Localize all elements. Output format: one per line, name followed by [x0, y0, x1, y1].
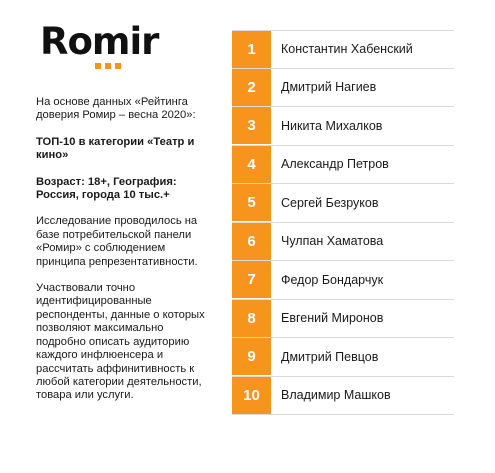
- ranking-row: [232, 69, 454, 108]
- rank-badge: 8: [232, 300, 271, 337]
- participants-text: Участвовали точно идентифицированные респонденты, данные о которых позволяют максимально подробно описать аудиторию каждого инфлюенсера и рассчитать аффинитивность к любой категории деятельности, товара или услуги.: [36, 282, 205, 402]
- rank-badge: 10: [232, 377, 271, 414]
- person-name: Александр Петров: [281, 157, 389, 172]
- rank-badge: 4: [232, 146, 271, 183]
- logo-text: Romir: [40, 20, 159, 63]
- person-name: Дмитрий Нагиев: [281, 80, 377, 95]
- person-name: Чулпан Хаматова: [281, 234, 384, 249]
- ranking-list: [232, 30, 454, 415]
- rank-badge: 1: [232, 31, 271, 68]
- person-name: Евгений Миронов: [281, 311, 384, 326]
- method-text: Исследование проводилось на базе потребительской панели «Ромир» с соблюдением принципа репрезентативности.: [36, 215, 198, 268]
- logo-dot: [95, 63, 101, 69]
- ranking-row: [232, 30, 454, 69]
- ranking-row: [232, 223, 454, 262]
- logo-dot: [105, 63, 111, 69]
- description-column: [36, 96, 206, 416]
- ranking-row: [232, 377, 454, 416]
- person-name: Сергей Безруков: [281, 195, 379, 210]
- ranking-row: [232, 261, 454, 300]
- person-name: Владимир Машков: [281, 388, 391, 403]
- rank-badge: 6: [232, 223, 271, 260]
- category-text: ТОП-10 в категории «Театр и кино»: [36, 135, 195, 162]
- rank-badge: 5: [232, 184, 271, 221]
- audience-text: Возраст: 18+, География: Россия, города 10 тыс.+: [36, 175, 177, 202]
- rank-badge: 9: [232, 338, 271, 375]
- rank-badge: 2: [232, 69, 271, 106]
- romir-logo: [40, 22, 170, 72]
- ranking-row: [232, 338, 454, 377]
- logo-dot: [115, 63, 121, 69]
- ranking-row: [232, 184, 454, 223]
- person-name: Никита Михалков: [281, 118, 383, 133]
- person-name: Федор Бондарчук: [281, 272, 384, 287]
- person-name: Дмитрий Певцов: [281, 349, 379, 364]
- ranking-row: [232, 300, 454, 339]
- rank-badge: 7: [232, 261, 271, 298]
- ranking-row: [232, 146, 454, 185]
- ranking-row: [232, 107, 454, 146]
- intro-text: На основе данных «Рейтинга доверия Ромир – весна 2020»:: [36, 96, 196, 122]
- logo-dots: [95, 63, 121, 69]
- rank-badge: 3: [232, 107, 271, 144]
- person-name: Константин Хабенский: [281, 42, 413, 57]
